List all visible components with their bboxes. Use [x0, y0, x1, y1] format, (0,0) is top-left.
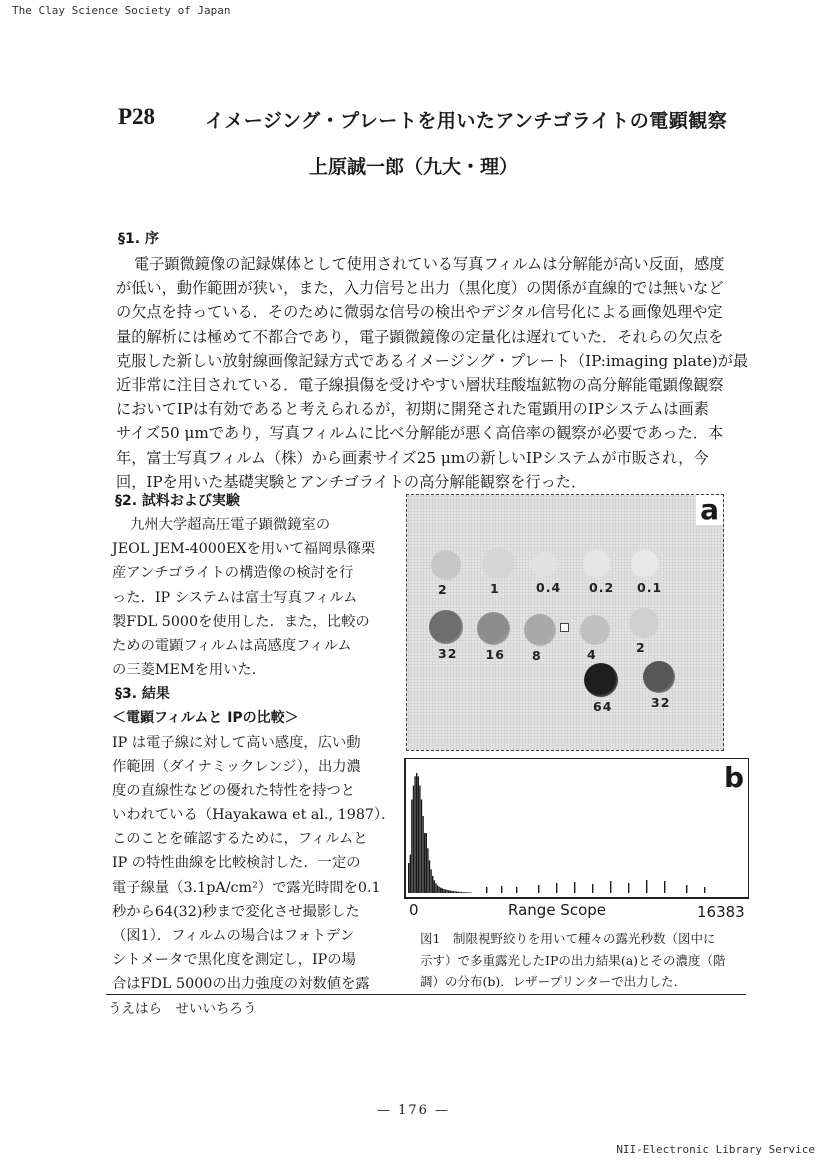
header-society: The Clay Science Society of Japan: [12, 4, 231, 17]
histogram-bar: [556, 883, 557, 893]
histogram-bar: [446, 890, 447, 893]
histogram-x-min: 0: [409, 901, 419, 919]
histogram-bar: [574, 882, 575, 893]
section1-heading: §1. 序: [118, 231, 159, 247]
figure-caption: [420, 928, 752, 993]
histogram-plot: [406, 759, 746, 895]
exposure-spot-label: 2: [438, 582, 448, 597]
exposure-spot: [431, 550, 461, 580]
histogram-bar: [410, 855, 411, 893]
histogram-bar: [426, 833, 427, 893]
histogram-bar: [686, 885, 687, 893]
section2-heading: §2. 試料および実験: [115, 493, 240, 509]
exposure-spot-label: 32: [438, 646, 458, 661]
histogram-bar: [430, 869, 431, 893]
histogram-bar: [464, 892, 465, 893]
section1-line: 回，IPを用いた基礎実験とアンチゴライトの高分解能観察を行った．: [116, 472, 587, 491]
exposure-spot-label: 8: [532, 648, 542, 663]
histogram-bar: [437, 885, 438, 893]
exposure-spot: [631, 550, 659, 578]
section2-line: の三菱MEMを用いた．: [112, 662, 267, 679]
page-number: — 176 —: [376, 1103, 451, 1118]
histogram-bar: [414, 776, 415, 893]
paper-author: 上原誠一郎（九大・理）: [308, 156, 518, 178]
histogram-bar: [408, 863, 409, 893]
histogram-bar: [440, 888, 441, 893]
histogram-bar: [419, 786, 420, 893]
section3-line: シトメータで黒化度を測定し，IPの場: [112, 951, 356, 968]
histogram-bar: [453, 891, 454, 893]
figure-panel-a: [406, 494, 724, 751]
exposure-spot: [524, 614, 556, 646]
histogram-bar: [538, 885, 539, 893]
histogram-bar: [646, 880, 647, 893]
section1-line: 年，富士写真フィルム（株）から画素サイズ25 μmの新しいIPシステムが市販され，今: [116, 448, 709, 467]
marker-square: [560, 623, 569, 632]
histogram-bar: [461, 892, 462, 893]
section3-line: 作範囲（ダイナミックレンジ），出力濃: [112, 758, 361, 775]
section1-line: 電子顕微鏡像の記録媒体として使用されている写真フィルムは分解能が高い反面，感度: [134, 255, 725, 273]
exposure-spot-label: 32: [651, 695, 671, 710]
footnote: うえはら せいいちろう: [108, 1001, 257, 1017]
histogram-bar: [416, 773, 417, 893]
exposure-spot: [643, 661, 675, 693]
histogram-bar: [450, 891, 451, 893]
caption-line: 図1 制限視野絞りを用いて種々の露光秒数（図中に: [420, 931, 716, 946]
section3-line: IP は電子線に対して高い感度，広い動: [112, 734, 361, 751]
histogram-bar: [501, 886, 502, 893]
section1-line: が低い，動作範囲が狭い，また，入力信号と出力（黒化度）の関係が直線的では無いなど: [116, 279, 724, 298]
exposure-spot-label: 1: [490, 581, 500, 596]
histogram-bar: [435, 883, 436, 893]
panel-b-label: b: [720, 763, 748, 793]
histogram-bar: [432, 876, 433, 893]
histogram-bar: [704, 887, 705, 893]
exposure-spot-label: 0.4: [536, 580, 562, 595]
histogram-x-max: 16383: [697, 903, 745, 921]
exposure-spot-label: 0.2: [589, 580, 615, 595]
histogram-bar: [445, 889, 446, 893]
exposure-spot-label: 16: [485, 647, 505, 662]
histogram-bar: [462, 892, 463, 893]
histogram-bar: [448, 890, 449, 893]
exposure-spot: [477, 612, 510, 645]
section3-line: いわれている（Hayakawa et al., 1987）．: [112, 807, 396, 824]
exposure-spot: [629, 608, 659, 638]
histogram-bar: [454, 891, 455, 893]
caption-line: 調）の分布(b)．レザープリンターで出力した．: [420, 974, 687, 989]
histogram-bar: [466, 892, 467, 893]
histogram-bar: [469, 892, 470, 893]
exposure-spot: [580, 615, 610, 645]
histogram-bar: [422, 816, 423, 893]
histogram-bar: [456, 892, 457, 893]
histogram-bar: [443, 889, 444, 893]
histogram-bar: [438, 887, 439, 893]
histogram-bar: [610, 881, 611, 893]
histogram-bar: [429, 860, 430, 893]
section1-line: 量的解析には極めて不都合であり，電子顕微鏡像の定量化は遅れていた．それらの欠点を: [116, 327, 724, 346]
left-column: [112, 489, 400, 996]
histogram-bar: [628, 883, 629, 893]
section2-line: ための電顕フィルムは高感度フィルム: [112, 637, 352, 654]
section1-line: サイズ50 μmであり，写真フィルムに比べ分解能が悪く高倍率の観察が必要であった．本: [116, 424, 724, 443]
histogram-x-title: Range Scope: [508, 901, 607, 919]
histogram-bar: [442, 888, 443, 893]
section1-line: の欠点を持っている．そのために微弱な信号の検出やデジタル信号化による画像処理や定: [116, 303, 723, 322]
histogram-bar: [592, 884, 593, 893]
histogram-bar: [516, 887, 517, 893]
histogram-bar: [434, 880, 435, 893]
histogram-bar: [486, 887, 487, 893]
section1-line: 近非常に注目されている．電子線損傷を受けやすい層状珪酸塩鉱物の高分解能電顕像観察: [116, 376, 724, 395]
paper-title: イメージング・プレートを用いたアンチゴライトの電顕観察: [205, 110, 728, 132]
section2-line: 産アンチゴライトの構造像の検討を行: [112, 565, 354, 582]
paper-id: P28: [118, 104, 156, 129]
exposure-spot-label: 0.1: [637, 580, 663, 595]
histogram-bar: [467, 892, 468, 893]
histogram-bar: [664, 881, 665, 893]
histogram-bar: [413, 786, 414, 893]
exposure-spot-label: 4: [587, 647, 597, 662]
exposure-spot: [429, 610, 463, 644]
histogram-bar: [451, 891, 452, 893]
exposure-spot: [583, 550, 611, 578]
histogram-bar: [421, 800, 422, 893]
histogram-bar: [424, 833, 425, 893]
section2-line: った．IP システムは富士写真フィルム: [112, 589, 358, 606]
figure-panel-b: [404, 758, 749, 899]
section3-line: IP の特性曲線を比較検討した．一定の: [112, 855, 361, 872]
section3-line: 電子線量（3.1pA/cm²）で露光時間を0.1: [112, 879, 381, 896]
footnote-rule: [106, 994, 746, 995]
histogram-bar: [411, 800, 412, 893]
caption-line: 示す）で多重露光したIPの出力結果(a)とその濃度（階: [420, 952, 726, 968]
exposure-spot-label: 2: [636, 640, 646, 655]
section3-line: 度の直線性などの優れた特性を持つと: [112, 782, 356, 799]
section1-line: 克服した新しい放射線画像記録方式であるイメージング・プレート（IP:imaging plate)が最: [116, 351, 749, 370]
section1-body: [116, 252, 762, 494]
section3-subheading: ＜電顕フィルムと IPの比較＞: [112, 710, 299, 727]
section3-line: このことを確認するために，フィルムと: [112, 831, 368, 848]
histogram-bar: [458, 892, 459, 893]
section3-line: 秒から64(32)秒まで変化させ撮影した: [112, 903, 360, 920]
exposure-spot: [531, 552, 557, 578]
section2-line: JEOL JEM-4000EXを用いて福岡県篠栗: [112, 541, 376, 558]
footer-service: NII-Electronic Library Service: [616, 1143, 815, 1156]
section2-line: 九州大学超高圧電子顕微鏡室の: [130, 517, 331, 534]
histogram-bar: [427, 848, 428, 893]
panel-a-label: a: [696, 495, 723, 525]
section3-line: 合はFDL 5000の出力強度の対数値を露: [112, 976, 370, 993]
section3-line: （図1）．フィルムの場合はフォトデン: [112, 927, 355, 944]
histogram-bar: [459, 892, 460, 893]
exposure-spot: [482, 547, 514, 579]
histogram-bar: [418, 776, 419, 893]
section2-line: 製FDL 5000を使用した．また，比較の: [112, 613, 370, 630]
section1-line: においてIPは有効であると考えられるが，初期に開発された電顕用のIPシステムは画素: [116, 400, 709, 419]
exposure-spot-label: 64: [593, 699, 613, 714]
section3-heading: §3. 結果: [115, 686, 170, 703]
exposure-spot: [584, 663, 618, 697]
